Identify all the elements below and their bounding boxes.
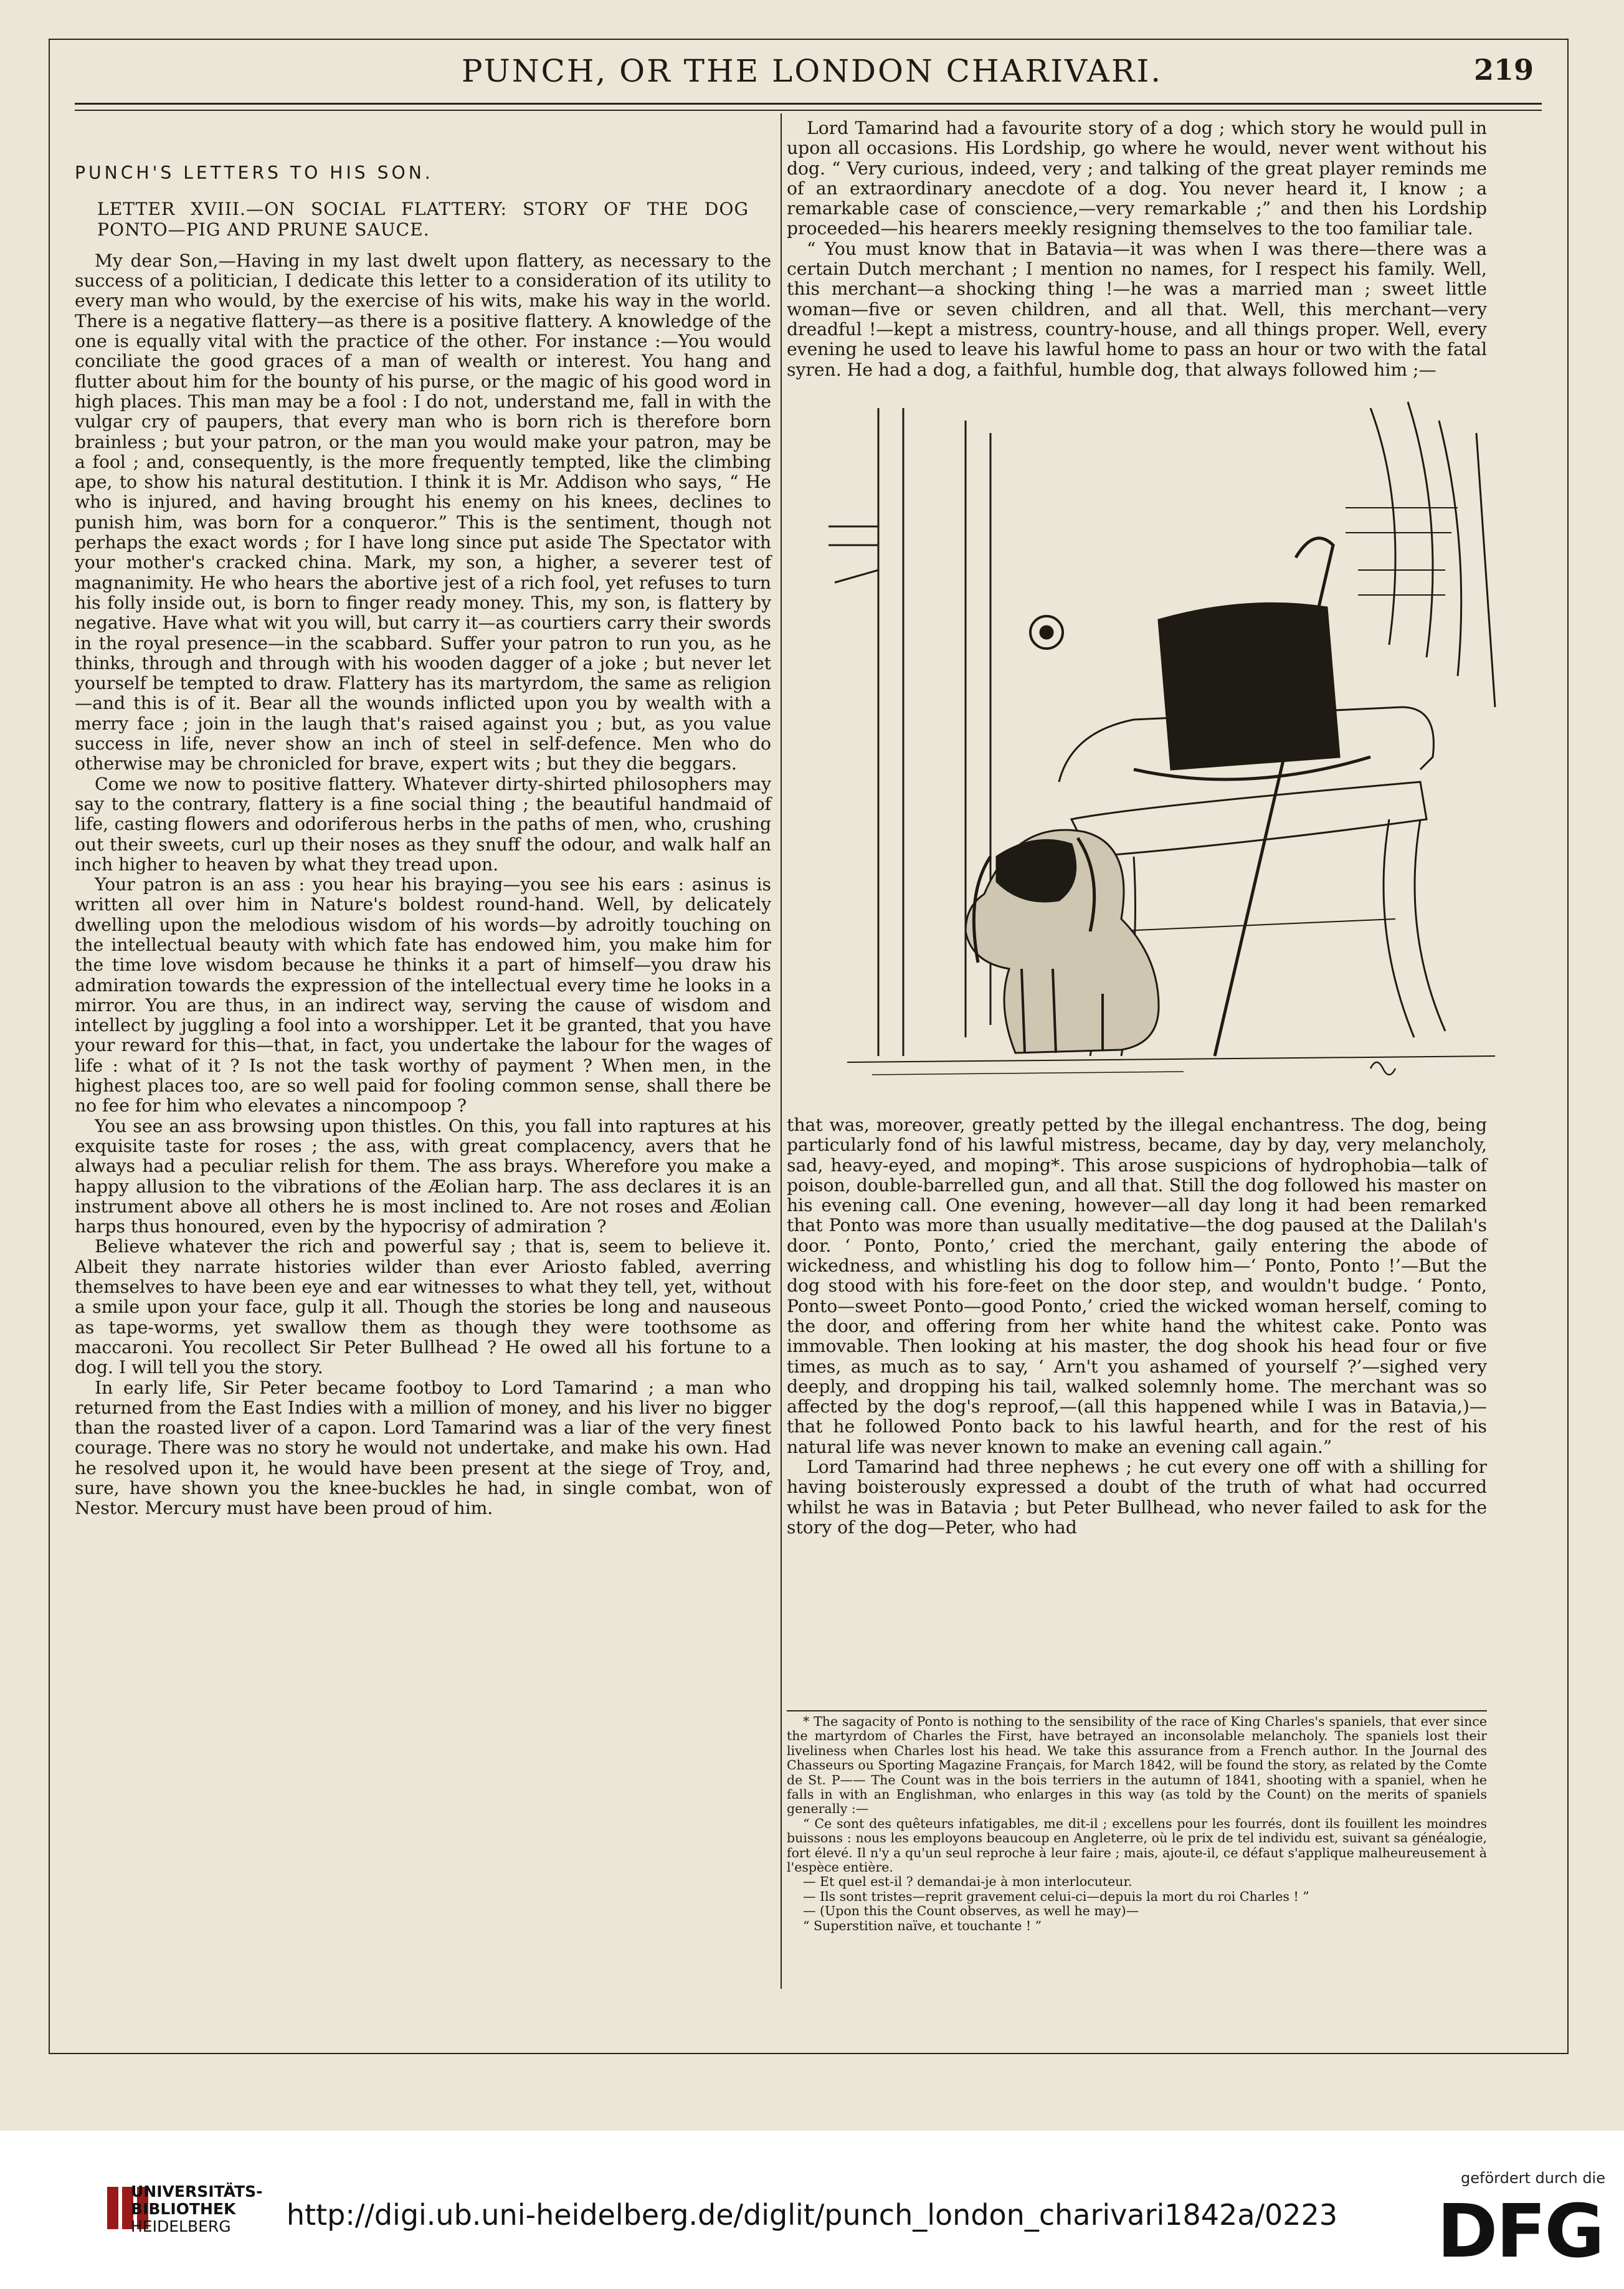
dog-head-shading bbox=[997, 840, 1076, 902]
chair-cross bbox=[1109, 919, 1395, 931]
header-rule-top bbox=[75, 103, 1542, 105]
door-hatch bbox=[829, 526, 878, 583]
right-paragraph-3: that was, moreover, greatly petted by the illegal enchantress. The dog, being particularly fond of his lawful mistress, became, day by day, very melancholy, sad, heavy-eyed, and moping*. This arose suspicions of hydrophobia—talk of poison, double-barrelled gun, and all that. Still the dog followed his master on his evening call. One evening, however—all day long it had been remarked that Ponto was more than usually meditative—the dog paused at the Dalilah's door. ‘ Ponto, Ponto,’ cried the merchant, gaily entering the abode of wickedness, and whistling his dog to follow him—‘ Ponto, Ponto !’—But the dog stood with his fore-feet on the door step, and wouldn't budge. ‘ Ponto, Ponto—sweet Ponto—good Ponto,’ cried the wicked woman herself, coming to the door, and offering from her white hand the whitest cake. Ponto was immovable. Then looking at his master, the dog shook his head four or five times, as much as to say, ‘ Arn't you ashamed of yourself ?’—sighed very deeply, and dropping his tail, walked solemnly home. The merchant was so affected by the dog's reproof,—(all this happened while I was in Batavia,)—that he followed Ponto back to his lawful hearth, and for the rest of his natural life was never known to make an evening call again.” bbox=[787, 1115, 1487, 1457]
left-column bbox=[75, 163, 771, 1519]
left-paragraph-2: Come we now to positive flattery. Whatever dirty-shirted philosophers may say to the contrary, flattery is a fine social thing ; the beautiful handmaid of life, casting flowers and odoriferous herbs in the paths of men, who, crushing out their sweets, curl up their noses as they snuff the odour, and walk half an inch higher to heaven by what they tread upon. bbox=[75, 773, 771, 875]
chair-seat bbox=[1071, 782, 1427, 857]
footnote-paragraph-6: “ Superstition naïve, et touchante ! ” bbox=[803, 1918, 1042, 1933]
artist-signature bbox=[1370, 1062, 1395, 1075]
top-hat-crown bbox=[1159, 603, 1339, 769]
column-divider bbox=[781, 113, 782, 1989]
footnote-paragraph-1: * The sagacity of Ponto is nothing to the sensibility of the race of King Charles's spaniels, that ever since the martyrdom of Charles the First, have betrayed an inconsolable melancholy. The spaniels lost their liveliness when Charles lost his head. We take this assurance from a French author. In the Journal des Chasseurs ou Sporting Magazine Français, for March 1842, will be found the story, as related by the Comte de St. P—— The Count was in the bois terriers in the autumn of 1841, shooting with a spaniel, when he falls in with an Englishman, who enlarges in this way (as told by the Count) on the merits of spaniels generally :— bbox=[787, 1714, 1487, 1817]
left-paragraph-4: You see an ass browsing upon thistles. On this, you fall into raptures at his exquisite taste for roses ; the ass, with great complacency, avers that he always had a peculiar relish for them. The ass brays. Wherefore you make a happy allusion to the vibrations of the Æolian harp. The ass declares it is an instrument above all others he is most inclined to. Are not roses and Æolian harps thus honoured, even by the hypocrisy of admiration ? bbox=[75, 1115, 771, 1237]
right-column-top bbox=[787, 118, 1487, 380]
left-paragraph-1: My dear Son,—Having in my last dwelt upon flattery, as necessary to the success of a politician, I dedicate this letter to a consideration of its utility to every man who would, by the exercise of his wits, make his way in the world. There is a negative flattery—as there is a positive flattery. A knowledge of the one is equally vital with the practice of the other. For instance :—You would conciliate the good graces of a man of wealth or interest. You hang and flutter about him for the bounty of his purse, or the magic of his good word in high places. This man may be a fool : I do not, understand me, fall in with the vulgar cry of paupers, that every man who is born rich is therefore born brainless ; but your patron, or the man you would make your patron, may be a fool ; and, consequently, is the more frequently tempted, like the climbing ape, to show his natural destitution. I think it is Mr. Addison who says, “ He who is injured, and having brought his enemy on his knees, declines to punish him, was born for a conqueror.” This is the sentiment, though not perhaps the exact words ; for I have long since put aside The Spectator with your mother's cracked china. Mark, my son, a higher, a severer test of magnanimity. He who hears the abortive jest of a rich fool, yet refuses to turn his folly inside out, is born to finger ready money. This, my son, is flattery by negative. Have what wit you will, but carry it—as courtiers carry their swords in the royal presence—in the scabbard. Suffer your patron to run you, as he thinks, through and through with his wooden dagger of a joke ; but never let yourself be tempted to draw. Flattery has its martyrdom, the same as religion—and this is of it. Bear all the wounds inflicted upon you by wealth with a merry face ; join in the laugh that's raised against you ; but, as you value success in life, never show an inch of steel in self-defence. Men who do otherwise may be chronicled for brave, expert wits ; but they die beggars. bbox=[75, 250, 771, 774]
running-header bbox=[0, 53, 1624, 109]
left-paragraph-3: Your patron is an ass : you hear his braying—you see his ears : asinus is written all over him in Nature's boldest round-hand. Well, by delicately dwelling upon the melodious wisdom of his words—by adroitly touching on the intellectual beauty with which fate has endowed him, you make him for the time love wisdom because he thinks it a part of himself—you draw his admiration towards the expression of the intellectual every time he looks in a mirror. You are thus, in an indirect way, serving the cause of wisdom and intellect by juggling a fool into a worshipper. Let it be granted, that you have your reward for this—that, in fact, you undertake the labour for the wages of life : what of it ? Is not the task worthy of payment ? When men, in the highest places too, are so well paid for fooling common sense, shall there be no fee for him who elevates a nincompoop ? bbox=[75, 874, 771, 1116]
footnote-rule bbox=[787, 1710, 1487, 1711]
library-name-line3: HEIDELBERG bbox=[131, 2217, 231, 2235]
curtain-lines bbox=[1370, 402, 1495, 707]
footnote-paragraph-4: — Ils sont tristes—reprit gravement celui-ci—depuis la mort du roi Charles ! ” bbox=[803, 1888, 1309, 1904]
article-heading: PUNCH'S LETTERS TO HIS SON. bbox=[75, 163, 434, 183]
dog-illustration bbox=[810, 383, 1511, 1100]
header-rule-bottom bbox=[75, 110, 1542, 111]
digitization-footer bbox=[0, 2131, 1624, 2289]
right-paragraph-4: Lord Tamarind had three nephews ; he cut every one off with a shilling for having boisterously expressed a doubt of the truth of what had occurred whilst he was in Batavia ; but Peter Bullhead, who never failed to ask for the story of the dog—Peter, who had bbox=[787, 1457, 1487, 1538]
footnote-paragraph-3: — Et quel est-il ? demandai-je à mon interlocuteur. bbox=[803, 1874, 1133, 1890]
permalink-url[interactable]: http://digi.ub.uni-heidelberg.de/diglit/punch_london_charivari1842a/0223 bbox=[286, 2198, 1338, 2232]
funder-logo: DFG bbox=[1436, 2188, 1603, 2274]
page-number: 219 bbox=[1473, 53, 1534, 87]
footnote-paragraph-2: “ Ce sont des quêteurs infatigables, me dit-il ; excellens pour les fourrés, dont ils fouillent les moindres buissons : nous les employons beaucoup en Angleterre, où le prix de tel individu est, suivant sa généalogie, fort élevé. Il n'y a qu'un seul reproche à leur faire ; mais, ajoute-il, ce défaut s'applique malheureusement à l'espèce entière. bbox=[787, 1815, 1487, 1875]
publication-title: PUNCH, OR THE LONDON CHARIVARI. bbox=[461, 53, 1163, 89]
left-paragraph-6: In early life, Sir Peter became footboy to Lord Tamarind ; a man who returned from the East Indies with a million of money, and his liver no bigger than the roasted liver of a capon. Lord Tamarind was a liar of the very finest courage. There was no story he would not undertake, and make his own. Had he resolved upon it, he would have been present at the siege of Troy, and, sure, have shown you the knee-buckles he had, in single combat, won of Nestor. Mercury must have been proud of him. bbox=[75, 1377, 771, 1519]
chair-right-leg bbox=[1384, 819, 1445, 1037]
article-subheading: LETTER XVIII.—ON SOCIAL FLATTERY: STORY OF THE DOG PONTO—PIG AND PRUNE SAUCE. bbox=[97, 199, 749, 240]
footnote-paragraph-5: — (Upon this the Count observes, as well he may)— bbox=[803, 1903, 1139, 1919]
right-column-bottom bbox=[787, 1115, 1487, 1538]
library-name-line2: BIBLIOTHEK bbox=[131, 2200, 236, 2218]
library-name-line1: UNIVERSITÄTS- bbox=[131, 2182, 263, 2201]
right-paragraph-1: Lord Tamarind had a favourite story of a dog ; which story he would pull in upon all occasions. His Lordship, go where he would, never went without his dog. “ Very curious, indeed, very ; and talking of the great player reminds me of an extraordinary anecdote of a dog. You never heard it, I know ; a remarkable case of conscience,—very remarkable ;” and then his Lordship proceeded—his hearers meekly resigning themselves to the too familiar tale. bbox=[787, 118, 1487, 239]
footnote bbox=[787, 1715, 1487, 1933]
right-paragraph-2: “ You must know that in Batavia—it was when I was there—there was a certain Dutch merchant ; I mention no names, for I respect his family. Well, this merchant—a shocking thing !—he was a married man ; sweet little woman—five or seven children, and all that. Well, this merchant—very dreadful !—kept a mistress, country-house, and all things proper. Well, every evening he used to leave his lawful home to pass an hour or two with the fatal syren. He had a dog, a faithful, humble dog, that always followed him ;— bbox=[787, 238, 1487, 380]
left-paragraph-5: Believe whatever the rich and powerful say ; that is, seem to believe it. Albeit they narrate histories wilder than ever Ariosto fabled, averring themselves to have been eye and ear witnesses to what they tell, yet, without a smile upon your face, gulp it all. Though the stories be long and nauseous as tape-worms, yet swallow them as though they were toothsome as maccaroni. You recollect Sir Peter Bullhead ? He owed all his fortune to a dog. I will tell you the story. bbox=[75, 1236, 771, 1378]
funder-label: gefördert durch die bbox=[1461, 2169, 1605, 2187]
floor-line bbox=[847, 1056, 1495, 1062]
